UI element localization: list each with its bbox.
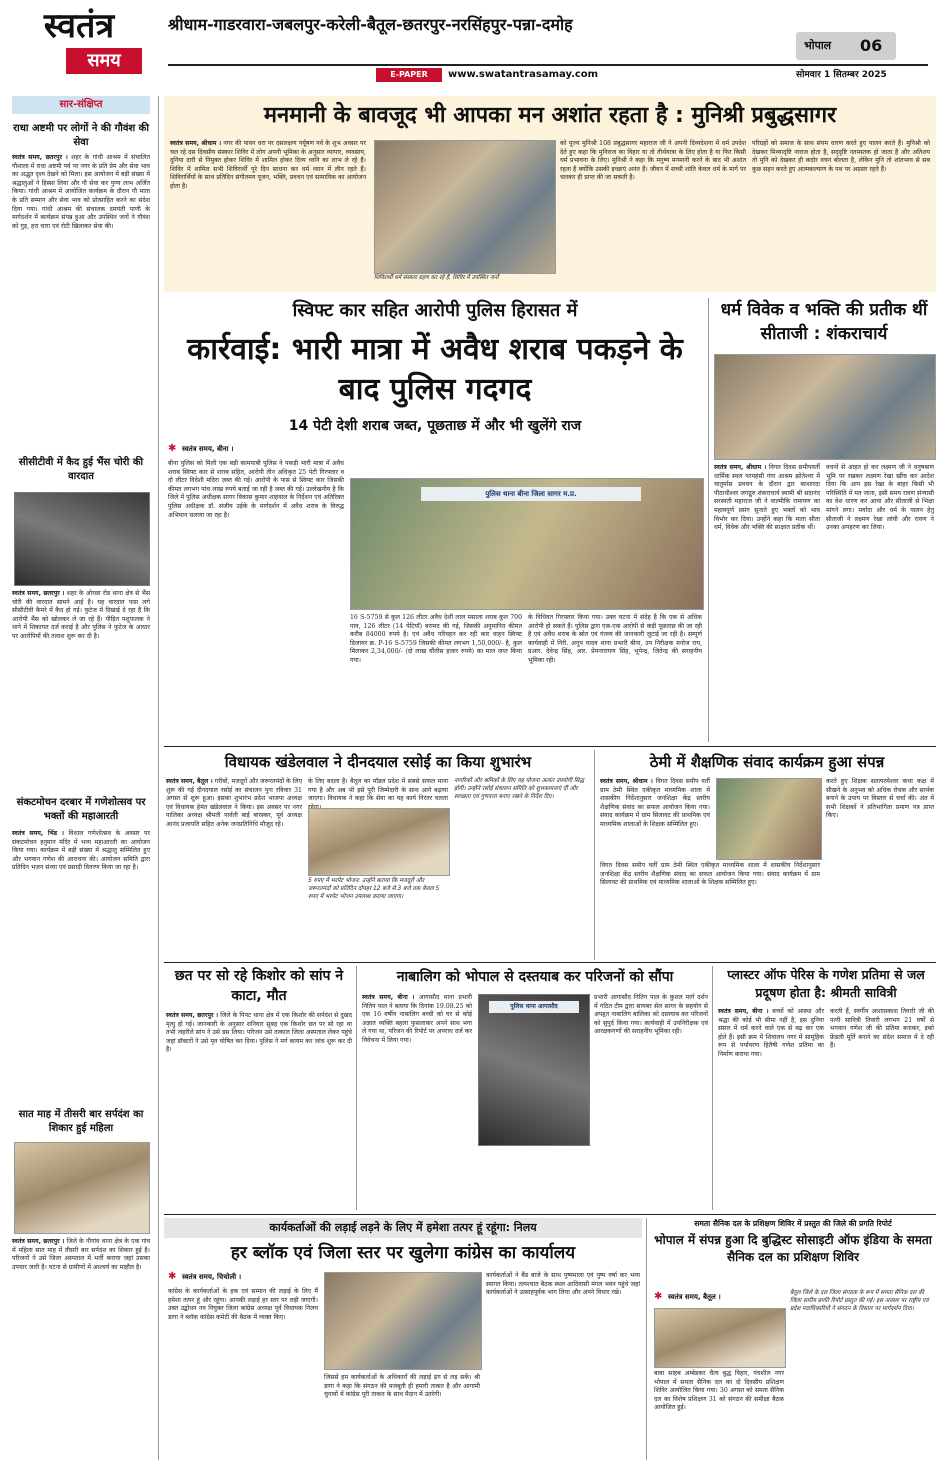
samta-byline: स्वतंत्र समय, बैतूल । <box>668 1293 721 1301</box>
main-headline: कार्रवाई: भारी मात्रा में अवैध शराब पकड़ने के बाद पुलिस गदगद <box>187 332 683 407</box>
logo <box>14 6 144 84</box>
row-divider-3 <box>164 1214 936 1215</box>
edition-box <box>796 32 896 60</box>
theme-col1 <box>600 778 710 858</box>
nabalig-photo <box>478 994 590 1146</box>
sidebar-headline-3: संकटमोचन दरबार में गणेशोत्सव पर भक्तों की महाआरती <box>16 797 146 822</box>
police-station-photo <box>350 478 704 610</box>
rasoi-photo <box>308 808 450 876</box>
sidebar-byline-4: स्वतंत्र समय, छतरपुर । <box>12 1238 65 1245</box>
sidebar-text-1: शहर के गांधी आश्रम में संचालित गौशाला में राधा अष्टमी पर्व पर नगर के प्रति प्रेम और सेवा भाव का अद्भुत दृश्य देखने को मिला। इस आयोजन में बड़ी संख्या में श्रद्धालुओं ने हिस्सा लिया और गौ सेवा कर पुण्य लाभ अर्जित किया। गांधी आश्रम में आयोजित कार्यक्रम के दौरान गौ माता के प्रति सम्मान और सेवा भाव को प्रोत्साहित करने का संदेश दिया गया। गांधी आश्रम की संचालक दमयंती पाणी के मार्गदर्शन में कार्यक्रम संपन्न हुआ और उपस्थित जनों ने गौवंश को गुड़, हरा चारा एवं रोटी खिलाकर सेवा की। <box>12 154 151 230</box>
main-byline: स्वतंत्र समय, बीना । <box>182 445 234 453</box>
cctv-photo <box>14 492 150 586</box>
chhat-text <box>166 1012 352 1206</box>
main-kicker: स्विफ्ट कार सहित आरोपी पुलिस हिरासत में <box>292 300 578 321</box>
congress-divider <box>646 1218 647 1460</box>
congress-byline-bar <box>168 1270 318 1284</box>
sidebar-text-4: जिले के नौगांव थाना क्षेत्र के एक गांव में महिला सात माह में तीसरी बार सर्पदंश का शिकार हुई है। परिजनों ने उसे जिला अस्पताल में भर्ती कराया जहां उसका उपचार जारी है। घटना से ग्रामीणों में आश्चर्य का माहौल है। <box>12 1238 151 1271</box>
main-divider <box>708 298 709 742</box>
plaster-byline: स्वतंत्र समय, बीना । <box>718 1008 769 1015</box>
byline-star-icon: ✱ <box>168 443 177 454</box>
logo-bottom: समय <box>66 48 142 74</box>
chhat-body: जिले के पिपट थाना क्षेत्र में एक किशोर की सर्पदंश से दुखद मृत्यु हो गई। जानकारी के अनुसार शनिवार सुबह एक किशोर छत पर सो रहा था तभी जहरीले सांप ने उसे डस लिया। परिजन उसे तत्काल जिला अस्पताल लेकर पहुंचे जहां डॉक्टरों ने उसे मृत घोषित कर दिया। पुलिस ने मर्ग कायम कर जांच शुरू कर दी है। <box>166 1012 353 1054</box>
congress-kicker: कार्यकर्ताओं की लड़ाई लड़ने के लिए में हमेशा तत्पर हूं रहूंगा: निलय <box>164 1218 642 1238</box>
sidebar-story-4 <box>12 1238 150 1456</box>
plaster-headline: प्लास्टर ऑफ पेरिस के गणेश प्रतिमा से जल प्रदूषण होता है: श्रीमती सावित्री <box>727 967 925 1000</box>
main-col1: बीना पुलिस को मिली एक बड़ी कामयाबी पुलिस ने पकड़ी भारी मात्रा में अवैध शराब स्विफ्ट कार से शराब सहित, आरोपी तीन अधिकृत 25 पेटी गिरफ्तार व दो लीटर विदेशी मदिरा ज़ब्त की गई। आरोपी के पास से स्विफ्ट कार जिसकी कीमत लगभग पांच लाख रुपये बताई जा रही है जब्त की गई। उल्लेखनीय है कि जिले में पुलिस अधीक्षक सागर विकास कुमार शाहवाल के निर्देशन एवं अतिरिक्त पुलिस अधीक्षक डॉ. संजीव उईके के मार्गदर्शन में अवैध शराब के विरुद्ध अभियान चलाया जा रहा है। <box>168 460 344 519</box>
chhat-headline: छत पर सो रहे किशोर को सांप ने काटा, मौत <box>174 968 344 1004</box>
website-link[interactable]: www.swatantrasamay.com <box>448 69 599 80</box>
sidebar-divider <box>158 96 159 1460</box>
nabalig-byline: स्वतंत्र समय, बीना । <box>362 994 415 1001</box>
theme-col3: विगत दिवस समीप वर्ती ग्राम ठेमी स्थित एकीकृत माध्यमिक शाला में शासकीय निर्देशानुसार जनशिक्षा केंद्र स्तरीय शैक्षणिक संवाद का सफल आयोजन किया गया। संवाद कार्यक्रम में ग्राम सिलावट की प्राथमिक एवं माध्यमिक शालाओं के शिक्षक सम्मिलित हुए। <box>600 862 820 887</box>
sidebar-text-2: शहर के ओरछा रोड थाना क्षेत्र से भैंस चोरी की वारदात सामने आई है। यह वारदात पास लगे सीसीटीवी कैमरे में कैद हो गई। फुटेज में दिखाई दे रहा है कि आरोपी भैंस को खोलकर ले जा रहे हैं। पीड़ित पशुपालक ने थाने में शिकायत दर्ज कराई है और पुलिस ने फुटेज के आधार पर आरोपियों की तलाश शुरू कर दी है। <box>12 590 150 640</box>
shankaracharya-photo <box>714 354 936 460</box>
row-divider-1 <box>164 746 936 747</box>
snakebite-photo <box>14 1142 150 1234</box>
congress-star-icon: ✱ <box>168 1271 177 1282</box>
theme-story <box>598 750 936 960</box>
main-story <box>164 298 706 742</box>
vidhayak-col1-text: गरीबों, मजदूरों और जरूरतमंदों के लिए शुरू की गई दीनदयाल रसोई का संचालन पुनः रविवार 31 अगस्त से शुरू हुआ। इसका शुभारंभ प्रदेश भाजपा अध्यक्ष एवं विधायक हेमंत खंडेलवाल ने किया। इस अवसर पर नगर पालिका अध्यक्ष श्रीमती पार्वती बाई बारस्कर, पूर्व अध्यक्ष आनंद प्रजापति सहित अनेक जनप्रतिनिधि मौजूद रहे। <box>166 778 303 828</box>
vidhayak-col1 <box>166 778 302 956</box>
congress-story <box>164 1218 642 1460</box>
nabalig-divider <box>712 966 713 1210</box>
chhat-byline: स्वतंत्र समय, छतरपुर । <box>166 1012 219 1019</box>
logo-top: स्वतंत्र <box>43 6 115 46</box>
nabalig-photo-sign: पुलिस थाना आगासौद <box>489 1001 579 1013</box>
nabalig-story <box>360 966 710 1210</box>
vidhayak-story <box>164 750 592 960</box>
right-headline: धर्म विवेक व भक्ति की प्रतीक थीं सीताजी : शंकराचार्य <box>720 300 928 344</box>
top-story-col1-text: नगर की पावन धरा पर दसलक्षण पर्यूषण पर्व के शुभ अवसर पर चल रहे दस दिवसीय संस्कार शिविर में लोग अपनी भूमिका के अनुसार व्यापार, व्यवसाय, दुनिया दारी से निमुक्त होकर शिविर में शामिल होकर दिव्य ध्वनि का लाभ ले रहे हैं। शिविर में शामिल सभी शिविरार्थी पूरे दिन साधना कर धर्म ध्यान में लीन रहते हैं। शिविरार्थियों के साथ प्रतिदिन संगीतमय पूजन, भक्ति, प्रवचन एवं सामायिक का आयोजन होता है। <box>170 140 366 190</box>
samta-col1: बाबा साहब अम्बेडकर चैत्य बुद्ध विहार, पंचशील नगर भोपाल में समता सैनिक दल का दो दिवसीय प्रशिक्षण शिविर आयोजित किया गया। 30 अगस्त को समता सैनिक दल का विशेष प्रशिक्षण 31 को संगठन की समीक्षा बैठक आयोजित हुई। <box>654 1370 784 1412</box>
samta-story <box>650 1218 936 1460</box>
plaster-col1 <box>718 1008 824 1206</box>
vidhayak-byline: स्वतंत्र समय, बैतूल । <box>166 778 213 785</box>
plaster-col1-text: बच्चों को आस्था और श्रद्धा की कोई भी सीमा नहीं है, इस दुनिया संसार में धर्म करने वाले एक से बढ़ कर एक होते हैं। इसी क्रम में शिवालय नगर में सामूहिक रूप से पर्यावरण हितैषी गणेश प्रतिमा का निर्माण कराया गया। <box>718 1008 825 1058</box>
congress-headline: हर ब्लॉक एवं जिला स्तर पर खुलेगा कांग्रेस का कार्यालय <box>230 1243 576 1263</box>
sidebar-headline-2: सीसीटीवी में कैद हुई भैंस चोरी की वारदात <box>18 457 144 482</box>
cities-strip: श्रीधाम-गाडरवारा-जबलपुर-करेली-बैतूल-छतरपुर-नरसिंहपुर-पन्ना-दमोह <box>168 15 573 34</box>
right-col2: वचनों से आहत हो कर लक्ष्मण जी ने धनुषबाण भूमि पर रखकर लक्ष्मण रेखा खींच कर आदेश दिया कि आप इस रेखा के बाहर किसी भी परिस्थिति में मत जाना, इसी समय रावण संन्यासी का वेश धारण कर आया और सीताजी से भिक्षा मांगने लगा। मर्यादा और धर्म के पालन हेतु सीताजी ने लक्ष्मण रेखा लांघी और रावण ने उनका अपहरण कर लिया। <box>826 464 934 532</box>
sidebar-byline-1: स्वतंत्र समय, छतरपुर । <box>12 154 68 161</box>
sidebar-headline-4: सात माह में तीसरी बार सर्पदंश का शिकार हुई महिला <box>18 1109 144 1134</box>
sidebar-story-2 <box>12 590 150 786</box>
top-story-photo <box>374 140 556 274</box>
sidebar-label: सार-संक्षिप्त <box>12 96 150 114</box>
congress-byline: स्वतंत्र समय, चिचोली । <box>182 1273 242 1281</box>
vidhayak-col2: के लिए बदला है। बैतूल का मॉडल प्रदेश में सबसे सफल माना गया है और अब भी इसे पूरी जिम्मेदारी के साथ आगे बढ़ाया जाएगा। विधायक ने कहा कि सेवा का यह कार्य निरंतर चलता <box>308 778 448 803</box>
row-divider-2 <box>164 962 936 963</box>
main-col3: के विधिवत गिरफ्तार किया गया। उक्त घटना में संदेह है कि एक से अधिक आरोपी हो सकते हैं। पुलिस द्वारा एक-एक आरोपी से कड़ी पूछताछ की जा रही है एवं अवैध शराब के स्रोत एवं गंतव्य की जानकारी जुटाई जा रही है। सम्पूर्ण कार्यवाही में निरी. अनूप यादव थाना प्रभारी बीना, उप निरीक्षक मनोज राय, प्रआर. देवेन्द्र सिंह, आर. प्रेमनारायण सिंह, भूपेन्द्र, जितेन्द्र की सराहनीय भूमिका रही। <box>528 614 702 664</box>
congress-col1: कांग्रेस के कार्यकर्ताओं के हक एवं सम्मान की लड़ाई के लिए मैं हमेशा तत्पर हूं और रहूंगा। आपकी लड़ाई हर स्तर पर लड़ी जाएगी। उक्त उद्बोधन नव नियुक्त जिला कांग्रेस अध्यक्ष पूर्व विधायक निलय डागा ने ब्लॉक कांग्रेस कमेटी की बैठक में व्यक्त किए। <box>168 1288 318 1321</box>
right-col1 <box>714 464 820 738</box>
top-story-col2: को पूज्य मुनिश्री 108 प्रबुद्धसागर महाराज जी ने अपनी दिव्यदेशना में धर्म उपदेश देते हुए कहा कि मुनिराज का विहार या तो तीर्थयात्रा के लिए होता है या फिर किसी धर्म प्रभावना के लिए। मुनिश्री ने कहा कि मनुष्य मनमानी करने के बाद भी अशांत रहता है क्योंकि उसकी इच्छाएं अनंत हैं। जीवन में सच्ची शांति केवल धर्म के मार्ग पर चलकर ही प्राप्त की जा सकती है। <box>560 140 746 182</box>
vidhayak-divider <box>594 750 595 960</box>
samta-headline: भोपाल में संपन्न हुआ दि बुद्धिस्ट सोसाइटी ऑफ इंडिया के समता सैनिक दल का प्रशिक्षण शिविर <box>654 1233 932 1264</box>
samta-col2: बैतूल जिले के दल जिला संगठक के रूप में समता सैनिक दल की जिला स्तरीय प्रगति रिपोर्ट प्रस्तुत की गई। इस अवसर पर राष्ट्रीय एवं प्रदेश पदाधिकारियों ने संगठन के विस्तार पर मार्गदर्शन दिया। <box>790 1290 929 1312</box>
congress-photo <box>324 1272 482 1370</box>
right-byline: स्वतंत्र समय, श्रीधाम । <box>714 464 767 471</box>
vidhayak-headline: विधायक खंडेलवाल ने दीनदयाल रसोई का किया शुभारंभ <box>224 753 532 771</box>
nabalig-col1 <box>362 994 472 1206</box>
theme-col2: करते हुए शिक्षक सतत्परमेश्वर कथा कक्ष में सीखने के अनुभव को अधिक रोचक और सार्थक बनाने के उपाय पर विस्तार से चर्चा की। अंत में सभी शिक्षकों ने प्रतिभागिता प्रमाण पत्र प्राप्त किए। <box>826 778 934 820</box>
nabalig-col2: प्रभारी आगासौद नितिन पाल के कुशल मार्ग दर्शन में गठित टीम द्वारा सायबर सेल सागर के सहयोग से अपहृत नाबालिग बालिका को दस्तयाब कर परिजनों को सुपुर्द किया गया। कार्यवाही में उपनिरीक्षक एवं आरक्षकगणों की सराहनीय भूमिका रही। <box>594 994 708 1036</box>
samta-photo <box>654 1308 786 1368</box>
congress-col2: जिससे हम कार्यकर्ताओं के अधिकारों की लड़ाई ढंग से लड़ सकें। श्री डागा ने कहा कि संगठन की मजबूती ही हमारी ताकत है और आगामी चुनावों में कांग्रेस पूरी ताकत के साथ मैदान में उतरेगी। <box>324 1374 480 1399</box>
samta-kicker: समता सैनिक दल के प्रशिक्षण शिविर में प्रस्तुत की जिले की प्रगति रिपोर्ट <box>694 1219 892 1228</box>
top-story <box>164 96 936 292</box>
right-col1-text: विगत दिवस समीपवर्ती धार्मिक स्थल परमहंसी गंगा आश्रम झोतेश्वर में चातुर्मास प्रवचन के दौरान द्वार काशारदा पीठाधीश्वर जगद्गुरु शंकराचार्य स्वामी श्री सदानंद सरस्वती महाराज जी ने वाल्मीकि रामायण का महत्वपूर्ण प्रसंग सुनाते हुए भक्तों को भाव विभोर कर दिया। उन्होंने कहा कि माता सीता धर्म, विवेक और भक्ति की साक्षात प्रतीक थीं। <box>714 464 820 532</box>
plaster-story <box>716 966 936 1210</box>
samta-byline-bar <box>654 1290 784 1304</box>
police-station-sign: पुलिस थाना बीना जिला सागर म.प्र. <box>421 487 641 501</box>
theme-col1-text: विगत दिवस समीप वर्ती ग्राम ठेमी स्थित एकीकृत माध्यमिक शाला में शासकीय निर्देशानुसार जनशिक्षा केंद्र स्तरीय शैक्षणिक संवाद का सफल आयोजन किया गया। संवाद कार्यक्रम में ग्राम सिलावट की प्राथमिक एवं माध्यमिक शालाओं के शिक्षक सम्मिलित हुए। <box>600 778 710 828</box>
issue-date: सोमवार 1 सितम्बर 2025 <box>796 70 887 80</box>
epaper-tag: E-PAPER <box>376 68 442 82</box>
classroom-photo <box>716 778 822 860</box>
nabalig-col1-text: आगासौद थाना प्रभारी नितिन पाल ने बताया कि दिनांक 19.08.25 को एक 16 वर्षीय नाबालिग बच्ची को घर से कोई अज्ञात व्यक्ति बहला फुसलाकर अपने साथ भगा ले गया था, परिजन की रिपोर्ट पर अपराध दर्ज कर विवेचना में लिया गया। <box>362 994 472 1044</box>
chhat-divider <box>356 966 357 1210</box>
top-story-col1 <box>170 140 366 286</box>
sidebar-byline-3: स्वतंत्र समय, भिंड । <box>12 830 65 837</box>
sidebar <box>8 96 154 1460</box>
masthead <box>0 0 945 88</box>
theme-byline: स्वतंत्र समय, श्रीधाम । <box>600 778 653 785</box>
edition-label: भोपाल <box>804 39 832 52</box>
right-story <box>712 298 936 742</box>
samta-star-icon: ✱ <box>654 1291 663 1302</box>
sidebar-byline-2: स्वतंत्र समय, छतरपुर । <box>12 590 65 597</box>
theme-headline: ठेमी में शैक्षणिक संवाद कार्यक्रम हुआ संपन्न <box>649 753 885 771</box>
main-col2: 16 S-5759 से कुल 126 लीटर अवैध देशी लाल मसाला शराब कुल 700 पाव, 126 लीटर (14 पेटियाँ) बरामद की गई, जिसकी अनुमानित कीमत करीब 84000 रुपये है। एवं अवैध परिवहन कर रही कार वाहन स्विफ्ट डिजायर क्र. P-16 S-5759 जिसकी कीमत लगभग 1,50,000/- है, कुल मिलाकर 2,34,000/- (दो लाख चौंतीस हजार रुपये) का माल जप्त किया गया। <box>350 614 522 664</box>
page-number: 06 <box>860 36 883 55</box>
congress-col3: कार्यकर्ताओं ने बैंड बाजे के साथ पुष्पमाला एवं पुष्प वर्षा कर भव्य स्वागत किया। तत्पश्चात बैठक स्थल आदिवासी मंगल भवन पहुंचे जहां कार्यकर्ताओं ने उत्साहपूर्वक भाग लिया और अपने विचार रखे। <box>486 1272 640 1297</box>
sidebar-text-3: विशाल गणेशोत्सव के अवसर पर संकटमोचन हनुमान मंदिर में भव्य महाआरती का आयोजन किया गया। कार्यक्रम में बड़ी संख्या में श्रद्धालु सम्मिलित हुए और भगवान गणेश की आराधना की। आयोजन समिति द्वारा प्रतिदिन भजन संध्या एवं प्रसादी वितरण किया जा रहा है। <box>12 830 150 872</box>
nabalig-headline: नाबालिग को भोपाल से दस्तयाब कर परिजनों को सौंपा <box>396 969 674 985</box>
main-subhead: 14 पेटी देशी शराब जब्त, पूछताछ में और भी खुलेंगे राज <box>288 418 582 434</box>
sidebar-story-3 <box>12 830 150 1098</box>
masthead-divider <box>168 64 928 66</box>
top-story-byline: स्वतंत्र समय, श्रीधाम । <box>170 140 222 147</box>
top-story-caption: शिविरार्थी धर्म संस्कार ग्रहण कर रहे हैं, शिविर में उपस्थित जनों <box>374 275 499 281</box>
vidhayak-caption: 5 रुपए में भरपेट भोजन: उन्होंने बताया कि मजदूरों और जरूरतमंदों को प्रतिदिन दोपहर 12 बजे से 3 बजे तक केवल 5 रुपए में भरपेट भोजन उपलब्ध कराया जाएगा। <box>308 878 440 900</box>
plaster-col2: करती हैं, स्वर्गीय आशाप्रकाश तिवारी जी की पत्नी सावित्री तिवारी लगभग 21 वर्षों से भगवान गणेश जी की प्रतिमा बनाकर, इको फ्रेंडली मूर्ति बनाने का संदेश समाज में दे रही हैं। <box>830 1008 934 1050</box>
sidebar-headline-1: राधा अष्टमी पर लोगों ने की गौवंश की सेवा <box>13 123 149 148</box>
top-story-headline: मनमानी के बावजूद भी आपका मन अशांत रहता है : मुनिश्री प्रबुद्धसागर <box>263 103 837 128</box>
chhat-story <box>164 966 354 1210</box>
vidhayak-col3: नागरिकों और श्रमिकों के लिए यह योजना अत्यंत उपयोगी सिद्ध होगी। उन्होंने रसोई संचालन समिति को शुभकामनाएं दीं और स्वच्छता एवं गुणवत्ता बनाए रखने के निर्देश दिए। <box>454 778 585 800</box>
sidebar-story-1 <box>12 154 150 500</box>
top-story-col3: परिग्रहों को समाज के साथ संयम धारण करते हुए पालन करते हैं। मुनिश्री को देखकर मिथ्यादृष्टि नाराज होता है, सद्‌दृष्टि नतमस्तक हो जाता है और अतिशय तो मुनि को देखकर ही कदोर वचन बोलता है, लेकिन मुनि तो शांतभाव से सब कुछ सहन करते हुए आत्मकल्याण के पथ पर अग्रसर रहते हैं। <box>752 140 930 173</box>
main-byline-bar <box>168 442 344 456</box>
